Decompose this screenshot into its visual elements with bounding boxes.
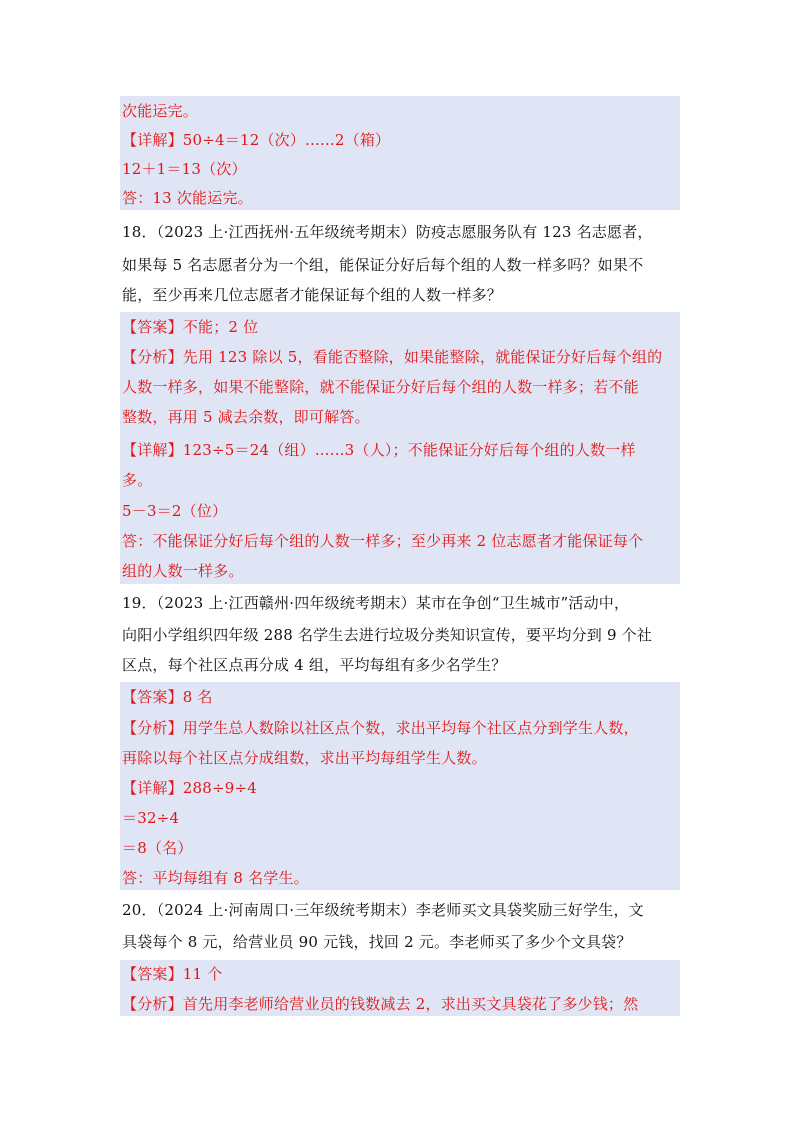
answer-19-line-4: 【详解】288÷9÷4 <box>122 779 258 797</box>
question-19-line-3: 区点，每个社区点再分成 4 组，平均每组有多少名学生？ <box>122 656 507 674</box>
answer-18-line-9: 组的人数一样多。 <box>122 562 244 580</box>
answer-18-line-3: 人数一样多，如果不能整除，就不能保证分好后每个组的人数一样多；若不能 <box>122 378 639 396</box>
answer-17-line-3: 12＋1＝13（次） <box>122 160 247 178</box>
answer-18-line-1: 【答案】不能；2 位 <box>122 318 259 336</box>
answer-17-line-2: 【详解】50÷4＝12（次）......2（箱） <box>122 131 391 149</box>
answer-18-line-8: 答：不能保证分好后每个组的人数一样多；至少再来 2 位志愿者才能保证每个 <box>122 532 644 550</box>
answer-18-line-7: 5－3＝2（位） <box>122 502 228 520</box>
answer-18-line-2: 【分析】先用 123 除以 5，看能否整除，如果能整除，就能保证分好后每个组的 <box>122 348 663 366</box>
answer-19-line-1: 【答案】8 名 <box>122 688 213 706</box>
question-20-line-2: 具袋每个 8 元，给营业员 90 元钱，找回 2 元。李老师买了多少个文具袋？ <box>122 933 632 951</box>
answer-17-line-1: 次能运完。 <box>122 102 199 120</box>
question-20-line-1: 20．（2024 上·河南周口·三年级统考期末）李老师买文具袋奖励三好学生，文 <box>122 901 644 919</box>
question-19-line-1: 19．（2023 上·江西赣州·四年级统考期末）某市在争创“卫生城市”活动中， <box>122 594 630 612</box>
answer-19-line-2: 【分析】用学生总人数除以社区点个数，求出平均每个社区点分到学生人数， <box>122 719 639 737</box>
answer-18-line-4: 整数，再用 5 减去余数，即可解答。 <box>122 408 370 426</box>
answer-20-line-1: 【答案】11 个 <box>122 965 223 983</box>
answer-17-line-4: 答：13 次能运完。 <box>122 189 253 207</box>
question-18-line-2: 如果每 5 名志愿者分为一个组，能保证分好后每个组的人数一样多吗？如果不 <box>122 256 644 274</box>
question-19-line-2: 向阳小学组织四年级 288 名学生去进行垃圾分类知识宣传，要平均分到 9 个社 <box>122 626 653 644</box>
answer-18-line-5: 【详解】123÷5＝24（组）......3（人）；不能保证分好后每个组的人数一样 <box>122 441 636 459</box>
answer-18-line-6: 多。 <box>122 471 153 489</box>
answer-19-line-5: ＝32÷4 <box>122 809 180 827</box>
question-18-line-1: 18．（2023 上·江西抚州·五年级统考期末）防疫志愿服务队有 123 名志愿者， <box>122 223 653 241</box>
question-18-line-3: 能，至少再来几位志愿者才能保证每个组的人数一样多？ <box>122 286 503 304</box>
answer-20-line-2: 【分析】首先用李老师给营业员的钱数减去 2，求出买文具袋花了多少钱；然 <box>122 995 639 1013</box>
answer-19-line-6: ＝8（名） <box>122 839 193 857</box>
answer-19-line-3: 再除以每个社区点分成组数，求出平均每组学生人数。 <box>122 749 487 767</box>
answer-19-line-7: 答：平均每组有 8 名学生。 <box>122 869 309 887</box>
